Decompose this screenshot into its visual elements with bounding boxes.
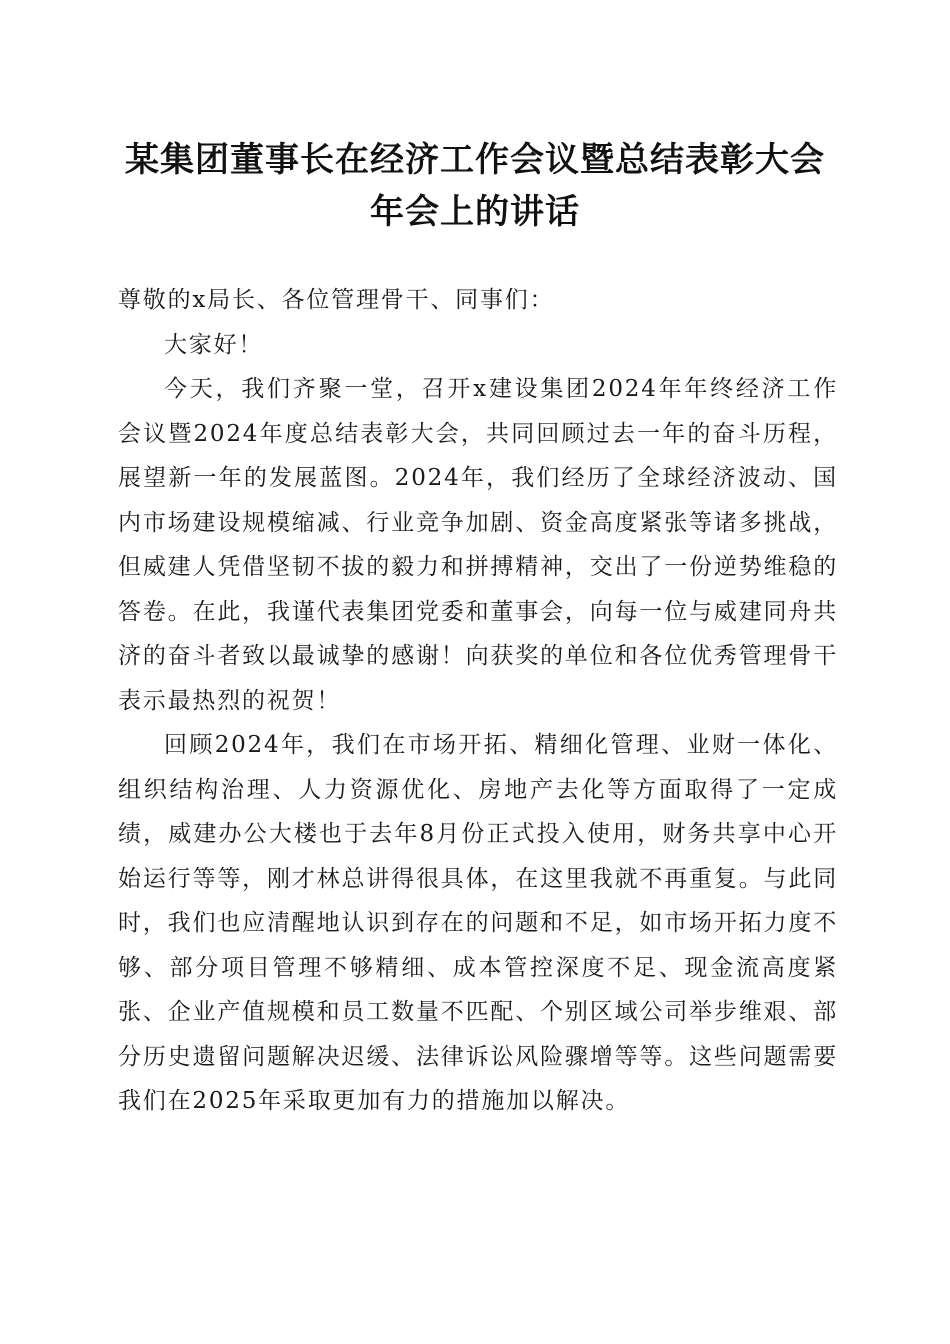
salutation: 尊敬的x局长、各位管理骨干、同事们： [118,287,555,313]
body-paragraph: 今天，我们齐聚一堂，召开x建设集团2024年年终经济工作会议暨2024年度总结表彰大会，共同回顾过去一年的奋斗历程，展望新一年的发展蓝图。2024年，我们经历了全球经济波动、国内市场建设规模缩减、行业竞争加剧、资金高度紧张等诸多挑战，但威建人凭借坚韧不拔的毅力和拼搏精神，交出了一份逆势维稳的答卷。在此，我谨代表集团党委和董事会，向每一位与威建同舟共济的奋斗者致以最诚挚的感谢！向获奖的单位和各位优秀管理骨干表示最热烈的祝贺！ [118,376,838,714]
document-title [100,134,850,238]
body-paragraph: 回顾2024年，我们在市场开拓、精细化管理、业财一体化、组织结构治理、人力资源优化、房地产去化等方面取得了一定成绩，威建办公大楼也于去年8月份正式投入使用，财务共享中心开始运行等等，刚才林总讲得很具体，在这里我就不再重复。与此同时，我们也应清醒地认识到存在的问题和不足，如市场开拓力度不够、部分项目管理不够精细、成本管控深度不足、现金流高度紧张、企业产值规模和员工数量不匹配、个别区域公司举步维艰、部分历史遗留问题解决迟缓、法律诉讼风险骤增等等。这些问题需要我们在2025年采取更加有力的措施加以解决。 [118,732,838,1114]
title-line-1: 某集团董事长在经济工作会议暨总结表彰大会 [125,140,825,180]
document-body [118,278,838,1124]
title-line-2: 年会上的讲话 [370,192,580,232]
greeting-paragraph: 大家好！ [164,331,264,358]
